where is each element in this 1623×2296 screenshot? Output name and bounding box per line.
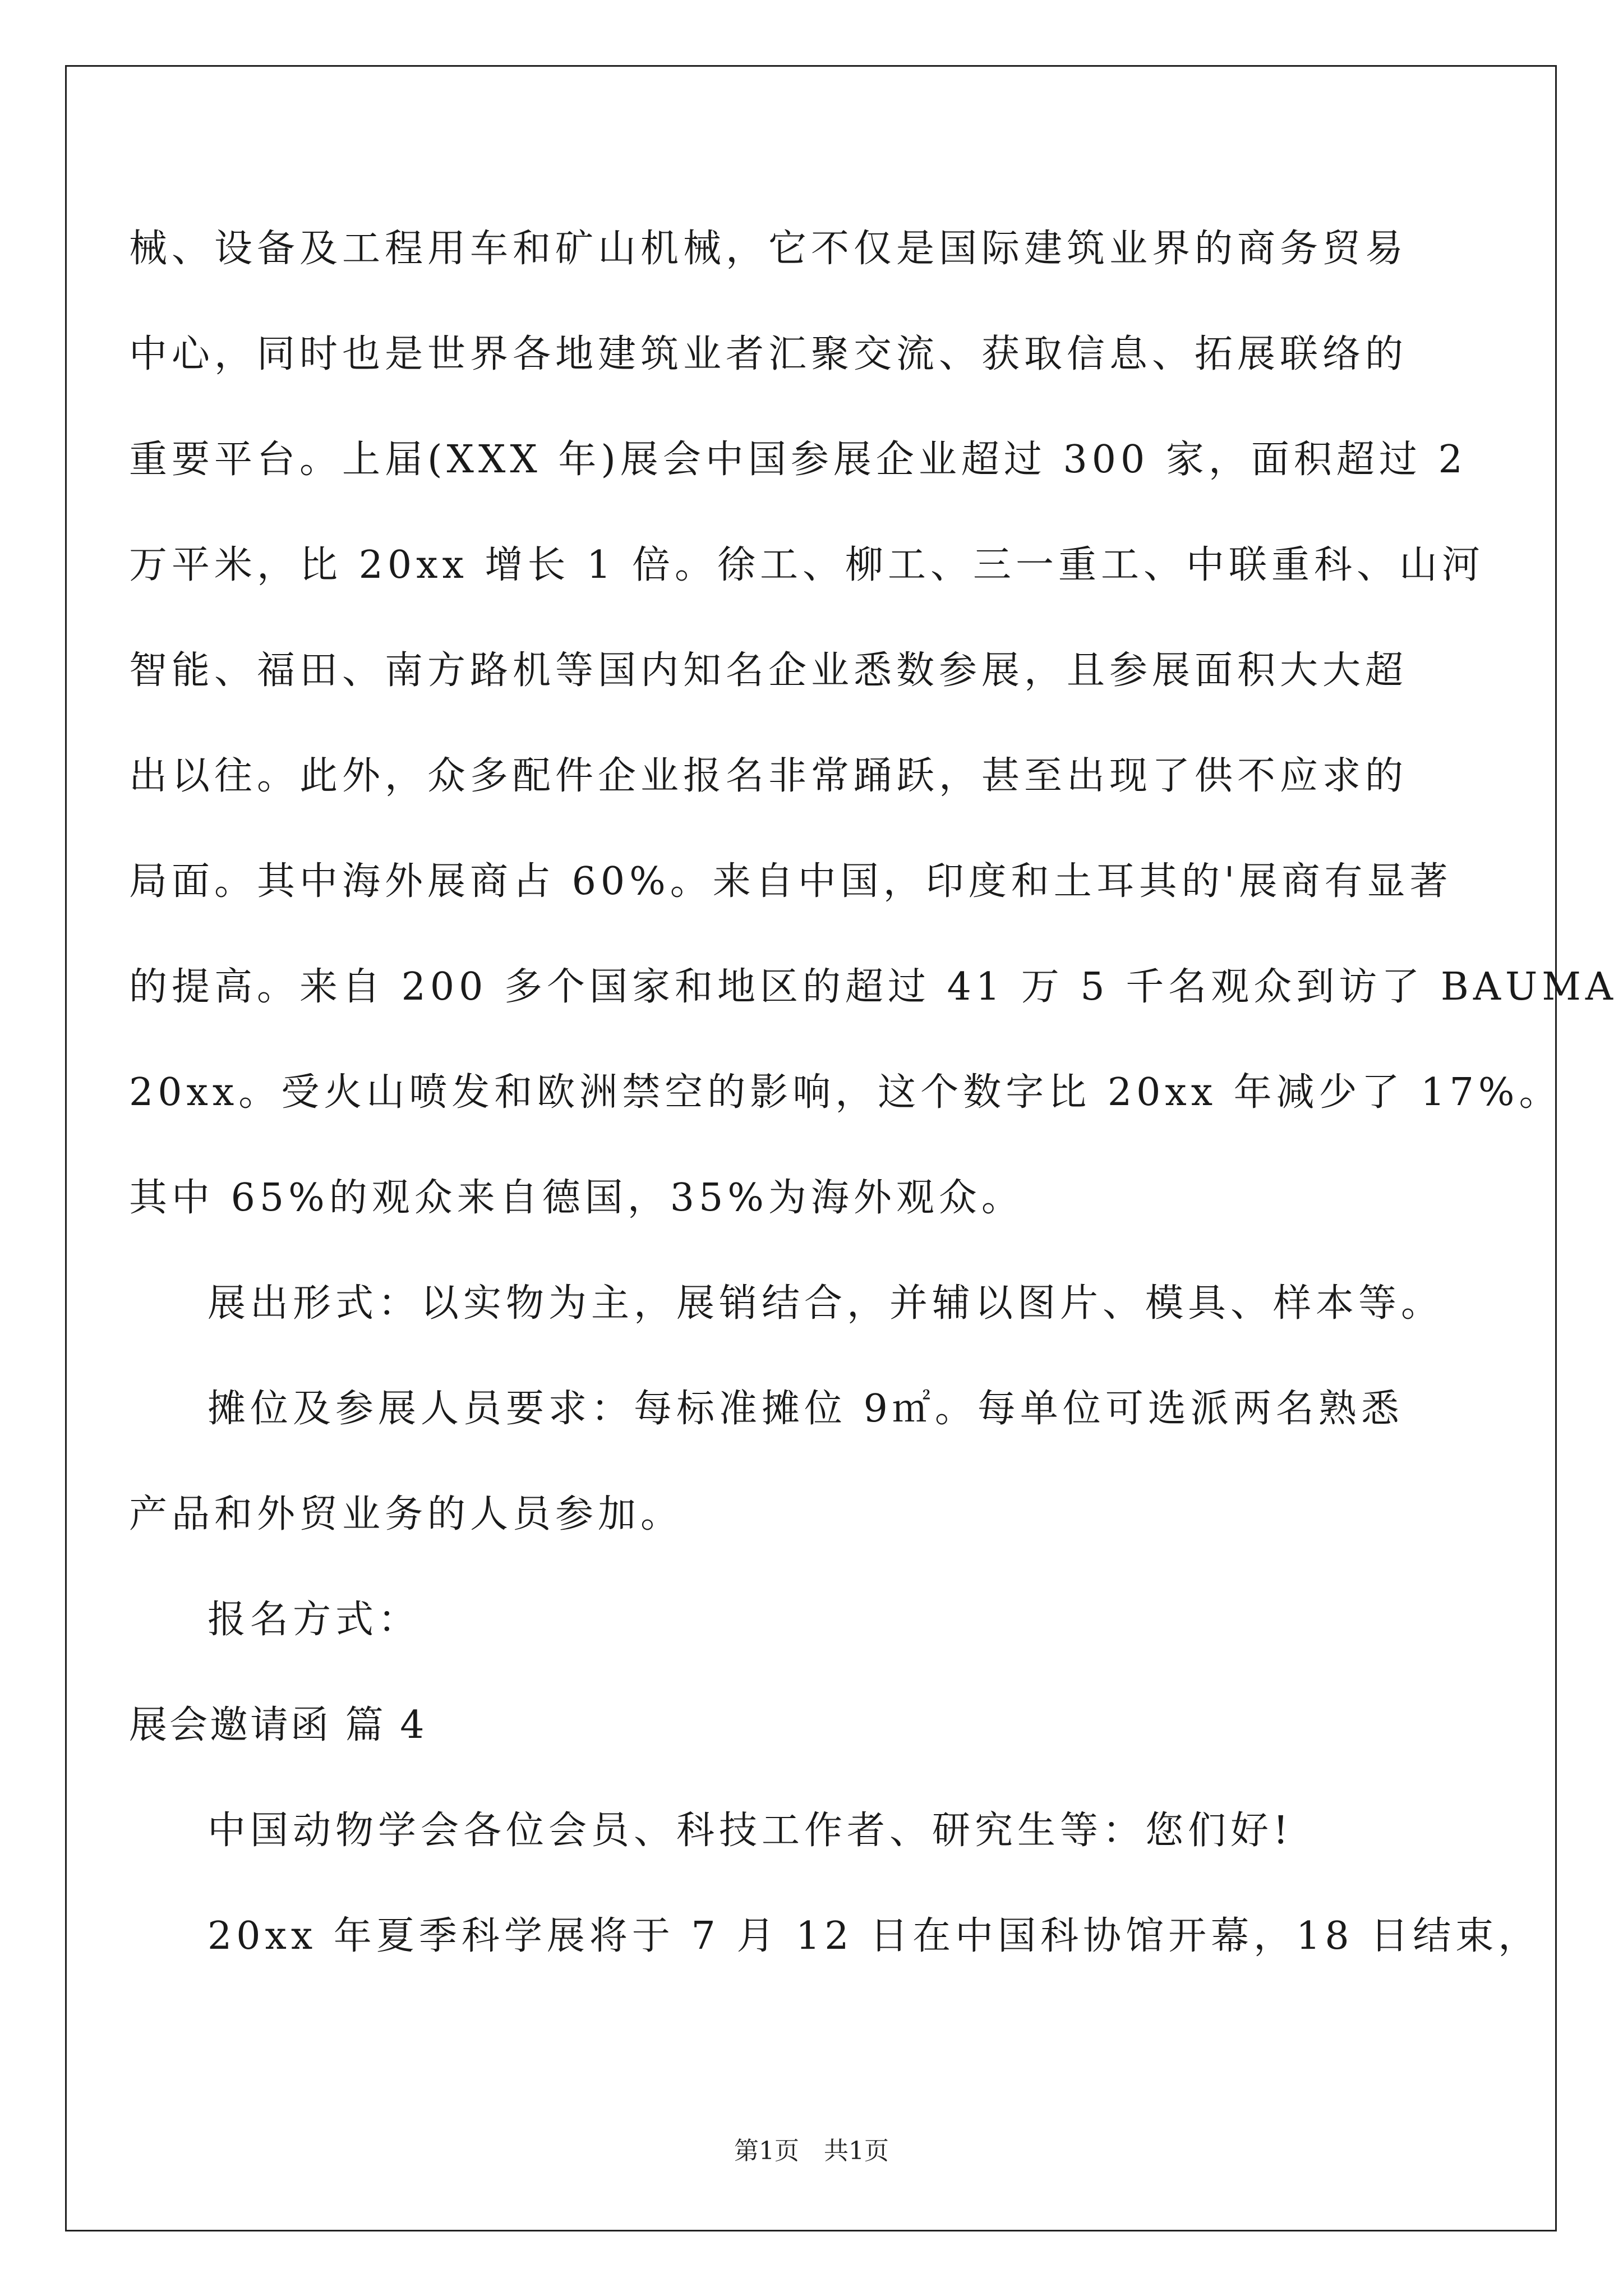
text-line: 其中 65%的观众来自德国，35%为海外观众。 [129,1176,1024,1220]
text-line: 局面。其中海外展商占 60%。来自中国，印度和土耳其的'展商有显著 [129,859,1453,904]
text-line: 的提高。来自 200 多个国家和地区的超过 41 万 5 千名观众到访了 BAUMA [129,965,1618,1009]
text-line: 中心，同时也是世界各地建筑业者汇聚交流、获取信息、拓展联络的 [129,332,1408,376]
paragraph-booth-requirements: 摊位及参展人员要求：每标准摊位 9㎡。每单位可选派两名熟悉 [208,1387,1404,1431]
text-line: 出以往。此外，众多配件企业报名非常踊跃，甚至出现了供不应求的 [129,754,1408,798]
paragraph-registration: 报名方式： [208,1598,421,1642]
paragraph-announcement: 20xx 年夏季科学展将于 7 月 12 日在中国科协馆开幕，18 日结束， [208,1914,1541,1958]
text-line: 20xx。受火山喷发和欧洲禁空的影响，这个数字比 20xx 年减少了 17%。 [129,1070,1562,1115]
section-heading: 展会邀请函 篇 4 [129,1703,427,1747]
paragraph-salutation: 中国动物学会各位会员、科技工作者、研究生等：您们好! [208,1809,1293,1853]
text-line: 万平米，比 20xx 增长 1 倍。徐工、柳工、三一重工、中联重科、山河 [129,543,1484,587]
paragraph-exhibit-form: 展出形式：以实物为主，展销结合，并辅以图片、模具、样本等。 [208,1281,1444,1326]
text-line: 产品和外贸业务的人员参加。 [129,1492,684,1536]
text-line: 智能、福田、南方路机等国内知名企业悉数参展，且参展面积大大超 [129,648,1408,693]
page-footer: 第1页 共1页 [734,2137,889,2165]
text-line: 重要平台。上届(XXX 年)展会中国参展企业超过 300 家，面积超过 2 [129,438,1467,482]
page-border [65,65,1557,2231]
text-line: 械、设备及工程用车和矿山机械，它不仅是国际建筑业界的商务贸易 [129,227,1408,271]
